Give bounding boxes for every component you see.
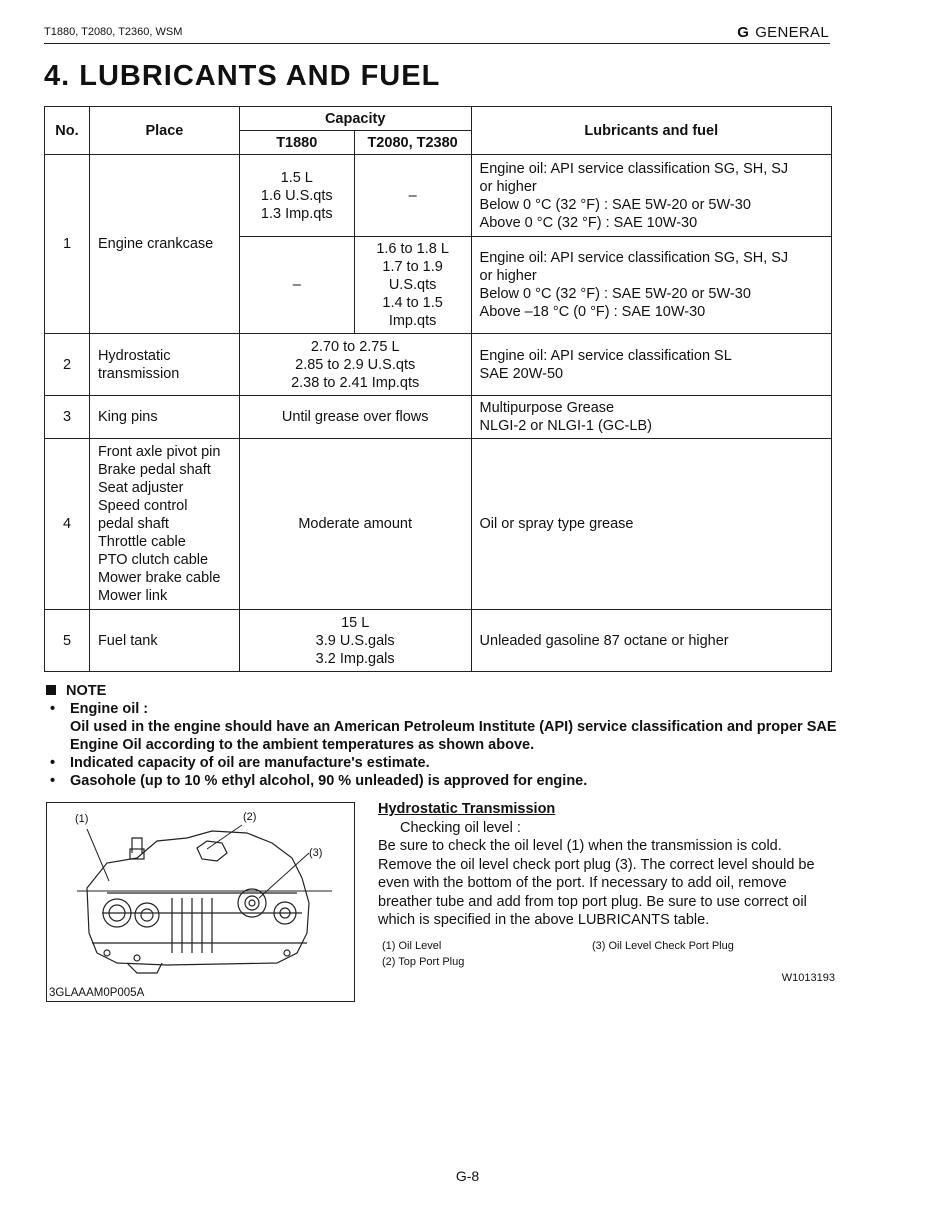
- bullet-icon: •: [50, 701, 56, 717]
- row-capacity: 15 L 3.9 U.S.gals 3.2 Imp.gals: [239, 610, 471, 672]
- col-place-header: Place: [89, 107, 239, 155]
- col-capacity-header: Capacity: [239, 107, 471, 131]
- section-letter: G: [737, 24, 750, 41]
- row-capacity: 2.70 to 2.75 L 2.85 to 2.9 U.S.qts 2.38 to 2.41 Imp.qts: [239, 334, 471, 396]
- row-capacity: Moderate amount: [239, 439, 471, 610]
- row-lub: Multipurpose Grease NLGI-2 or NLGI-1 (GC-LB): [471, 396, 831, 439]
- row-no: 5: [45, 610, 90, 672]
- note-bullet-1: Engine oil :: [70, 701, 149, 717]
- row-cap-t2080: –: [354, 155, 471, 237]
- row-capacity: Until grease over flows: [239, 396, 471, 439]
- figure-label-3: (3): [309, 847, 323, 859]
- bullet-icon: •: [50, 773, 56, 789]
- header-models: T1880, T2080, T2360, WSM: [44, 26, 183, 38]
- row-lub: Oil or spray type grease: [471, 439, 831, 610]
- row-cap-t1880: –: [239, 237, 354, 334]
- row-lub: Engine oil: API service classification SG, SH, SJ or higher Below 0 °C (32 °F) : SAE 5W-20 or 5W-30 Above –18 °C (0 °F) : SAE 10W-30: [471, 237, 831, 334]
- note-bullet-3: Gasohole (up to 10 % ethyl alcohol, 90 % unleaded) is approved for engine.: [70, 773, 588, 789]
- row-cap-t1880: 1.5 L 1.6 U.S.qts 1.3 Imp.qts: [239, 155, 354, 237]
- row-lub: Unleaded gasoline 87 octane or higher: [471, 610, 831, 672]
- figure-caption: 3GLAAAM0P005A: [49, 987, 145, 999]
- table-row: [45, 610, 832, 672]
- row-cap-t2080: 1.6 to 1.8 L 1.7 to 1.9 U.S.qts 1.4 to 1.5 Imp.qts: [354, 237, 471, 334]
- row-place: Hydrostatic transmission: [89, 334, 239, 396]
- row-lub: Engine oil: API service classification SL SAE 20W-50: [471, 334, 831, 396]
- legend-item-2: (2) Top Port Plug: [382, 956, 465, 968]
- row-no: 3: [45, 396, 90, 439]
- row-place: Front axle pivot pin Brake pedal shaft Seat adjuster Speed control pedal shaft Throttle cable PTO clutch cable Mower brake cable Mower link: [89, 439, 239, 610]
- note-bullet-2: Indicated capacity of oil are manufacture's estimate.: [70, 755, 430, 771]
- figure-label-2: (2): [243, 811, 257, 823]
- note-heading: NOTE: [66, 683, 107, 699]
- col-t1880-header: T1880: [239, 131, 354, 155]
- row-no: 1: [45, 155, 90, 334]
- row-no: 4: [45, 439, 90, 610]
- header-section: [737, 24, 829, 41]
- table-row: [45, 155, 832, 237]
- note-square-icon: [46, 685, 56, 695]
- row-place: King pins: [89, 396, 239, 439]
- row-place: Engine crankcase: [89, 155, 239, 334]
- table-row: [45, 439, 832, 610]
- page-title: 4. LUBRICANTS AND FUEL: [44, 60, 441, 92]
- transmission-illustration: [47, 803, 354, 1001]
- bullet-icon: •: [50, 755, 56, 771]
- table-row: [45, 396, 832, 439]
- note-bullet-1-text: Oil used in the engine should have an American Petroleum Institute (API) service classification and proper SAE Engine Oil according to the ambient temperatures as shown above.: [70, 719, 837, 753]
- col-t2080-header: T2080, T2380: [354, 131, 471, 155]
- legend-item-3: (3) Oil Level Check Port Plug: [592, 940, 734, 952]
- lubricants-table: [44, 106, 832, 672]
- document-code: W1013193: [781, 972, 835, 984]
- header-rule: [44, 43, 830, 44]
- transmission-figure: [46, 802, 355, 1002]
- hydrostatic-section: [378, 800, 838, 930]
- col-no-header: No.: [45, 107, 90, 155]
- row-no: 2: [45, 334, 90, 396]
- page-number: G-8: [455, 1168, 480, 1184]
- figure-label-1: (1): [75, 813, 89, 825]
- row-place: Fuel tank: [89, 610, 239, 672]
- note-block: [46, 682, 846, 790]
- table-row: [45, 334, 832, 396]
- section-name: GENERAL: [755, 24, 829, 41]
- figure-legend: [382, 938, 802, 970]
- section-body: Be sure to check the oil level (1) when the transmission is cold. Remove the oil level check port plug (3). The correct level should be even with the bottom of the port. If necessary to add oil, remove breather tube and add from top port plug. Be sure to use correct oil which is specified in the above LUBRICANTS table.: [378, 838, 815, 928]
- legend-item-1: (1) Oil Level: [382, 940, 442, 952]
- section-title: Hydrostatic Transmission: [378, 801, 556, 817]
- section-subtitle: Checking oil level :: [400, 819, 521, 836]
- col-lub-header: Lubricants and fuel: [471, 107, 831, 155]
- row-lub: Engine oil: API service classification SG, SH, SJ or higher Below 0 °C (32 °F) : SAE 5W-20 or 5W-30 Above 0 °C (32 °F) : SAE 10W-30: [471, 155, 831, 237]
